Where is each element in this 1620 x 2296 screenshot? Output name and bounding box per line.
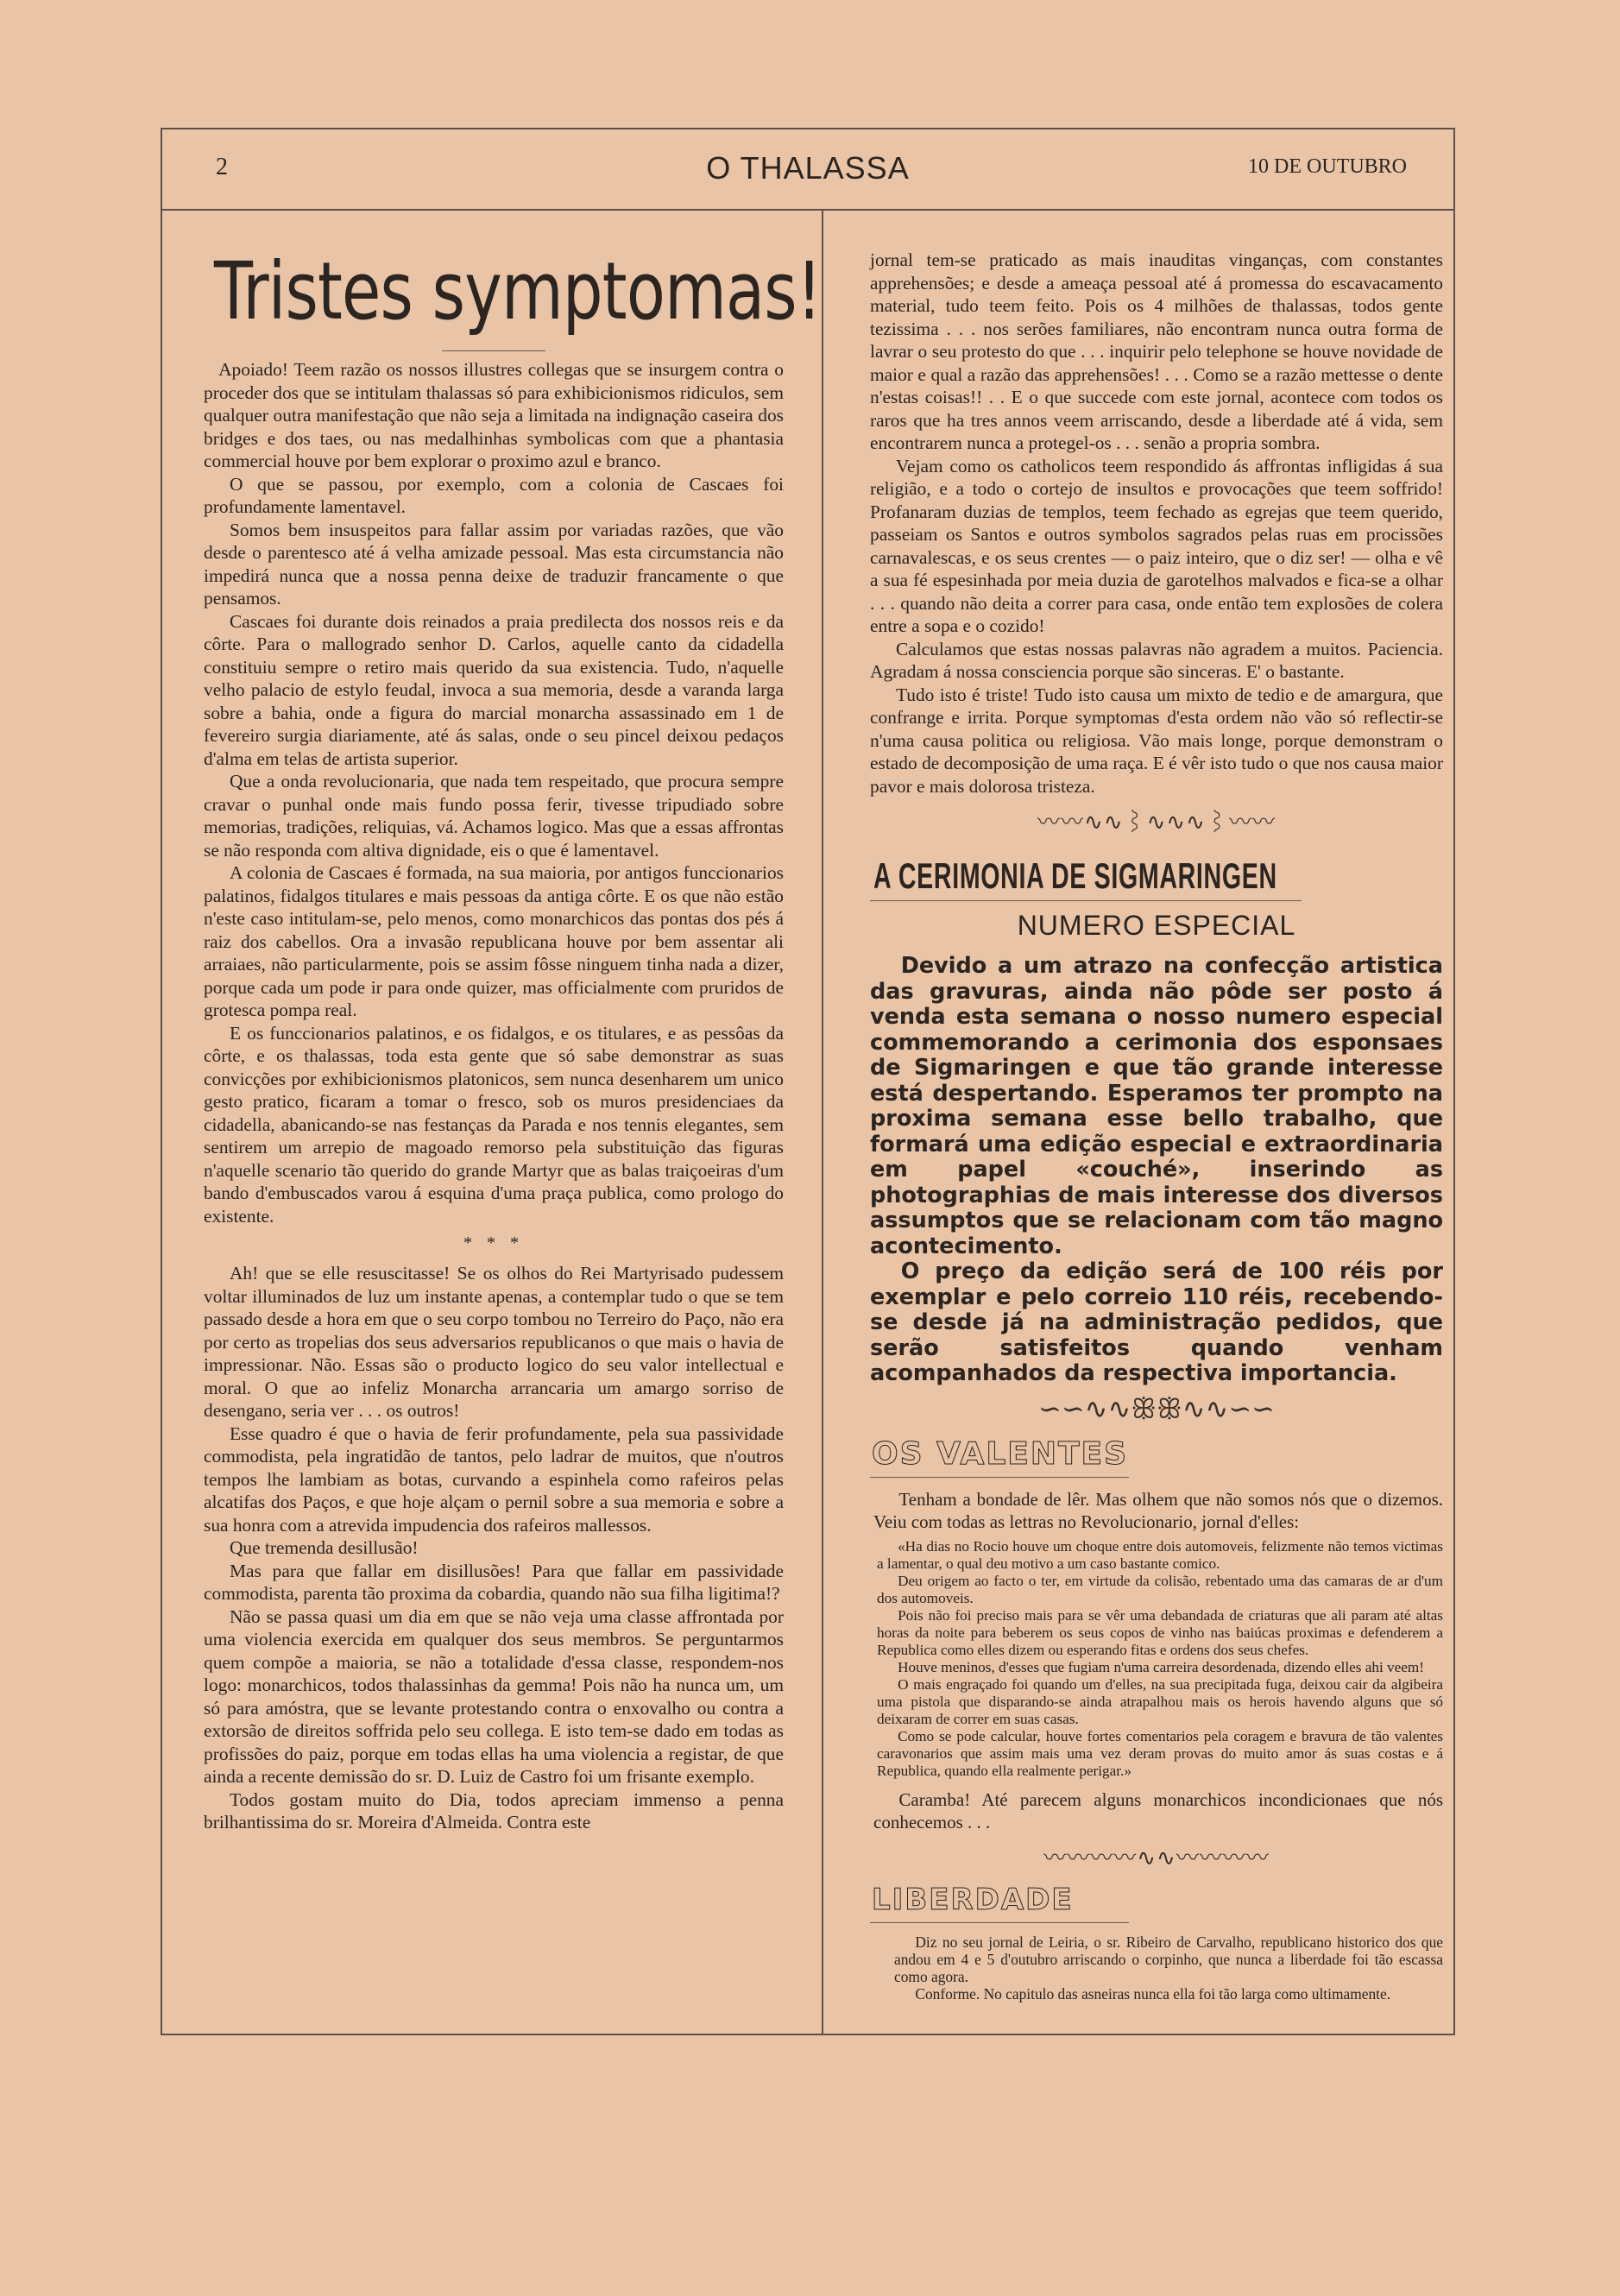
valentes-title-rule (870, 1477, 1129, 1478)
article-continuation: Tudo isto é triste! Tudo isto causa um mixto de tedio e de amargura, que confrange e irrita. Porque symptomas d'esta ordem não vão só reflectir-se n'uma causa politica ou religiosa. Vão mais longe, porque demonstram o estado de decomposição de uma raça. E é vêr isto tudo o que nos causa maior pavor e mais dolorosa tristeza. (870, 684, 1443, 797)
notice-paragraph: O preço da edição será de 100 réis por exemplar e pelo correio 110 réis, recebendo-se desde já na administração pedidos, que serão satisfeitos quando venham acompanhados da respectiva importancia. (870, 1258, 1443, 1386)
column-divider (822, 211, 823, 2034)
article-continuation: Calculamos que estas nossas palavras não agradem a muitos. Paciencia. Agradam á nossa consciencia porque são sinceras. E' o bastante. (870, 638, 1443, 682)
section-dinkus: * * * (463, 1233, 524, 1252)
article-paragraph: Não se passa quasi um dia em que se não veja uma classe affrontada por uma violencia exercida em qualquer dos seus membros. Se perguntarmos quem compõe a maioria, se não a totalidade d'essa classe, respondem-nos logo: monarchicos, todos thalassinhas da gemma! Pois não ha nunca um, um só para amóstra, que se levante protestando contra o enxovalho ou contra a extorsão de direitos soffrida pelo seu collega. E isto tem-se dado em todas as profissões do paiz, porque em todas ellas ha uma violencia a registar, de que ainda a recente demissão do sr. D. Luiz de Castro foi um frisante exemplo. (204, 1605, 784, 1787)
left-column (204, 243, 822, 1834)
ornament-divider: 〰〰〰〰∿∿〰〰〰〰 (1043, 1845, 1270, 1870)
valentes-intro: Tenham a bondade de lêr. Mas olhem que não somos nós que o dizemos. Veiu com todas as lettras no Revolucionario, jornal d'elles: (873, 1488, 1443, 1532)
issue-date: 10 DE OUTUBRO (1248, 155, 1407, 178)
article-paragraph: O que se passou, por exemplo, com a colonia de Cascaes foi profundamente lamentavel. (204, 473, 784, 517)
valentes-quote: O mais engraçado foi quando um d'elles, na sua precipitada fuga, deixou cair da algibeira uma pistola que disparando-se ainda atrapalhou mais os herois havendo alguns que só deixaram de correr em suas casas. (877, 1675, 1443, 1727)
article-continuation: Vejam como os catholicos teem respondido ás affrontas infligidas á sua religião, e a todo o cortejo de insultos e provocações que teem soffrido! Profanaram duzias de templos, teem fechado as egrejas que teem querido, passeiam os Santos e outros symbolos sagrados pelas ruas em procissões carnavalescas, e os seus crentes — o paiz inteiro, que o diz ser! — olha e vê a sua fé espesinhada por meia duzia de garotelhos malvados e fica-se a olhar . . . quando não deita a correr para casa, onde então tem explosões de colera entre a sopa e o cozido! (870, 455, 1443, 636)
valentes-title: OS VALENTES (872, 1435, 1129, 1472)
valentes-quote: «Ha dias no Rocio houve um choque entre dois automoveis, felizmente não temos victimas a lamentar, o qual deu motivo a um caso bastante comico. (877, 1537, 1443, 1572)
article-paragraph: Somos bem insuspeitos para fallar assim por variadas razões, que vão desde o parentesco até á velha amizade pessoal. Mas esta circumstancia não impedirá nunca que a nossa penna deixe de traduzir francamente o que pensamos. (204, 519, 784, 609)
article-title: Tristes symptomas! (214, 245, 822, 337)
page-number: 2 (216, 154, 228, 180)
sigmaringen-subtitle: NUMERO ESPECIAL (1017, 910, 1296, 941)
article-paragraph: Ah! que se elle resuscitasse! Se os olhos do Rei Martyrisado pudessem voltar illuminados de luz um instante apenas, a contemplar tudo o que se tem passado desde a hora em que o seu corpo tombou no Terreiro do Paço, não era por certo as tropelias dos seus adversarios republicanos o que mais o havia de impressionar. Não. Essas são o producto logico do seu valor intellectual e moral. O que ao infeliz Monarcha arrancaria um amargo sorriso de desengano, seria ver . . . os outros! (204, 1263, 784, 1421)
article-paragraph: Esse quadro é que o havia de ferir profundamente, pela sua passividade commodista, pela ingratidão de tantos, pelo ladrar de muitos, que n'outros tempos lhe lambiam as botas, curvando a espinhela como rafeiros pelas alcatifas dos Paços, e que hoje alçam o pernil sobre a sua memoria e sobre a sua honra com a atrevida impudencia dos rafeiros mallessos. (204, 1422, 784, 1536)
article-continuation: jornal tem-se praticado as mais inauditas vinganças, com constantes apprehensões; e desde a ameaça pessoal até á promessa do escavacamento material, tudo teem feito. Pois os 4 milhões de thalassas, todos gente tezissima . . . nos serões familiares, não encontram nunca outra forma de lavrar o seu protesto do que . . . inquirir pelo telephone se houve novidade de maior e qual a razão das apprehensões! . . . Como se a razão mettesse o dente n'estas coisas!! . . E o que succede com este jornal, acontece com todos os raros que ha tres annos veem arriscando, desde a liberdade até á vida, sem encontrarem nunca a protegel-os . . . senão a propria sombra. (870, 249, 1443, 453)
right-column (870, 249, 1443, 2003)
ornament-divider: ∽∽∿∿ꕥꕥ∿∿∽∽ (1038, 1392, 1275, 1424)
article-paragraph: Que a onda revolucionaria, que nada tem respeitado, que procura sempre cravar o punhal onde mais fundo possa ferir, tivesse tripudiado sobre memorias, tradições, reliquias, vá. Achamos logico. Mas que a essas affrontas se não responda com altiva dignidade, eis o que é lamentavel. (204, 771, 784, 861)
notice-paragraph: Devido a um atrazo na confecção artistica das gravuras, ainda não pôde ser posto á venda esta semana o nosso numero especial commemorando a cerimonia dos esponsaes de Sigmaringen e que tão grande interesse está despertando. Esperamos ter prompto na proxima semana esse bello trabalho, que formará uma edição especial e extraordinaria em papel «couché», inserindo as photographias de mais interesse dos diversos assumptos que se relacionam com tão magno acontecimento. (870, 953, 1443, 1259)
valentes-quote: Pois não foi preciso mais para se vêr uma debandada de criaturas que ali param até altas horas da noite para beberem os seus copos de vinho nas baiúcas proximas e defenderem a Republica como elles dizem ou esperando fitas e ordens dos seus chefes. (877, 1606, 1443, 1658)
liberdade-paragraph: Conforme. No capitulo das asneiras nunca ella foi tão larga como ultimamente. (915, 1984, 1391, 2003)
liberdade-title: LIBERDADE (872, 1882, 1074, 1917)
sigmaringen-title: A CERIMONIA DE SIGMARINGEN (873, 855, 1277, 896)
valentes-quote: Como se pode calcular, houve fortes comentarios pela coragem e bravura de tão valentes caravonarios que assim mais uma vez deram provas do muito amor ás suas costas e á Republica, quando ella realmente perigar.» (877, 1727, 1443, 1779)
article-paragraph: A colonia de Cascaes é formada, na sua maioria, por antigos funccionarios palatinos, fidalgos titulares e mais pessoas da antiga côrte. E os que não estão n'este caso intitulam-se, pelo menos, como monarchicos das pontas dos pés á raiz dos cabellos. Ora a invasão republicana houve por bem assentar ali arraiaes, não particularmente, pois se assim fôsse ninguem tinha nada a dizer, porque cada um pode ir para onde quizer, mas officialmente com pruridos de grotesca pompa real. (204, 862, 784, 1020)
sigmaringen-notice (870, 954, 1443, 1387)
ornament-divider: 〰〰∿∿⌇∿∿∿⌇〰〰 (1037, 810, 1276, 835)
article-paragraph: E os funccionarios palatinos, e os fidalgos, e os titulares, e as pessôas da côrte, e os thalassas, toda esta gente que só sabe demonstrar as suas convicções por exhibicionismos platonicos, sem nunca desenharem um unico gesto pratico, ficaram a tomar o fresco, sob os muros presidenciaes da cidadella, abanicando-se nas festanças da Parada e nos tennis elegantes, sem sentirem um arrepio de magoado remorso pela substituição das figuras n'aquelle scenario tão querido do grande Martyr que as balas traiçoeiras d'um bando d'embuscados varou á esquina d'uma praça publica, como prologo do existente. (204, 1022, 784, 1227)
valentes-quote: Deu origem ao facto o ter, em virtude da colisão, rebentado uma das camaras de ar d'um dos automoveis. (877, 1572, 1443, 1606)
article-paragraph: Mas para que fallar em disillusões! Para que fallar em passividade commodista, parenta tão proxima da cobardia, quando não sua filha ligitima!? (204, 1560, 784, 1604)
newspaper-name: O THALASSA (706, 150, 910, 186)
article-paragraph: Todos gostam muito do Dia, todos apreciam immenso a penna brilhantissima do sr. Moreira d'Almeida. Contra este (204, 1788, 784, 1832)
title-rule (442, 350, 545, 351)
page-header (161, 128, 1455, 211)
article-paragraph: Que tremenda desillusão! (229, 1537, 419, 1558)
sigmaringen-title-rule (870, 900, 1302, 901)
liberdade-paragraph: Diz no seu jornal de Leiria, o sr. Ribeiro de Carvalho, republicano historico dos que andou em 4 e 5 d'outubro arriscando o corpinho, que nunca a liberdade foi tão escassa como agora. (894, 1933, 1443, 1985)
valentes-outro: Caramba! Até parecem alguns monarchicos incondicionaes que nós conhecemos . . . (873, 1788, 1443, 1832)
article-paragraph: Cascaes foi durante dois reinados a praia predilecta dos nossos reis e da côrte. Para o mallogrado senhor D. Carlos, aquelle canto da cidadella constituiu sempre o retiro mais querido da sua existencia. Tudo, n'aquelle velho palacio de estylo feudal, invoca a sua memoria, desde a varanda larga sobre a bahia, onde a figura do marcial monarcha assassinado em 1 de fevereiro surgia diariamente, até ás salas, onde o seu pincel deixou pedaços d'alma em telas de artista superior. (204, 610, 784, 769)
liberdade-title-rule (870, 1922, 1129, 1923)
article-paragraph: Apoiado! Teem razão os nossos illustres collegas que se insurgem contra o proceder dos que se intitulam thalassas só para exhibicionismos ridiculos, sem qualquer outra manifestação que não seja a limitada na indignação caseira dos bridges e dos taes, ou nas medalhinhas symbolicas com que a phantasia commercial houve por bem explorar o proximo azul e branco. (204, 359, 784, 471)
valentes-quote: Houve meninos, d'esses que fugiam n'uma carreira desordenada, dizendo elles ahi veem! (898, 1658, 1424, 1675)
